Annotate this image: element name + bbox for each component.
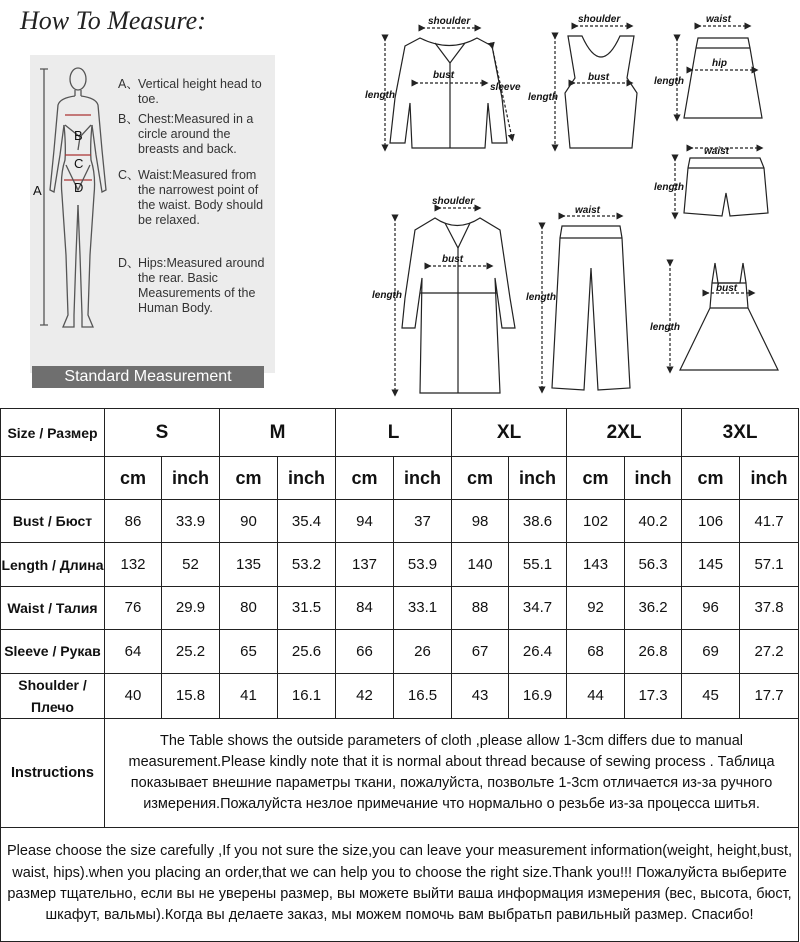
label-hip: hip [712,58,727,69]
label-length-skirt: length [654,76,684,87]
label-length-coat: length [372,290,402,301]
measurement-cell: 26.4 [509,630,567,673]
measurement-cell: 38.6 [509,500,567,543]
label-bust-tank: bust [588,72,610,83]
measurement-cell: 64 [105,630,162,673]
page-title: How To Measure: [20,6,206,35]
measurement-cell: 37 [394,500,452,543]
guide-item-a: A、 Vertical height head to toe. [118,77,262,106]
measurement-cell: 57.1 [740,543,799,586]
unit-inch: inch [278,457,336,500]
unit-inch: inch [509,457,567,500]
measurement-cell: 42 [336,673,394,718]
measurement-cell: 92 [567,586,625,629]
measurement-cell: 67 [452,630,509,673]
label-waist-skirt: waist [706,14,732,25]
label-shoulder-coat: shoulder [432,196,475,207]
measurement-cell: 98 [452,500,509,543]
size-table [0,408,798,942]
label-length-shorts: length [654,182,684,193]
size-xl: XL [452,409,567,457]
measurement-cell: 56.3 [625,543,682,586]
measurement-cell: 45 [682,673,740,718]
label-shoulder-tank: shoulder [578,14,621,25]
measurement-cell: 17.7 [740,673,799,718]
measurement-guide-panel [30,55,275,373]
guide-item-d: D、 Hips:Measured around the rear. Basic Measurements of the Human Body. [118,256,265,315]
unit-cm: cm [105,457,162,500]
unit-inch: inch [740,457,799,500]
measurement-cell: 143 [567,543,625,586]
unit-cm: cm [682,457,740,500]
measurement-cell: 96 [682,586,740,629]
measurement-cell: 17.3 [625,673,682,718]
note-row [1,827,799,941]
measurement-cell: 16.9 [509,673,567,718]
skirt-diagram-icon [677,26,762,118]
measurement-cell: 34.7 [509,586,567,629]
size-s: S [105,409,220,457]
table-row [1,500,799,543]
measurement-cell: 88 [452,586,509,629]
guide-item-c: C、 Waist:Measured from the narrowest point of the waist. Body should be relaxed. [118,168,264,227]
row-label: Bust / Бюст [1,500,105,543]
measurement-cell: 106 [682,500,740,543]
measurement-cell: 16.1 [278,673,336,718]
measurement-cell: 43 [452,673,509,718]
label-waist-shorts: waist [704,146,730,157]
measurement-cell: 94 [336,500,394,543]
label-length-pants: length [526,292,556,303]
standard-measurement-label: Standard Measurement [32,366,264,388]
measurement-cell: 33.1 [394,586,452,629]
measurement-cell: 40.2 [625,500,682,543]
row-label: Waist / Талия [1,586,105,629]
label-length-dress: length [650,322,680,333]
size-advice-note: Please choose the size carefully ,If you not sure the size,you can leave your measurement information(weight, height,bust, waist, hips).when you placing an order,that we can help you to choose the right size.Thank you!!! Пожалуйста выберите размер тщательно, если вы не уверены размер, вы можете выйти ваша информация измерения (вес, высота, бюст, шкафут, вальмы).Когда вы делаете заказ, мы можем помочь вам выбратьп равильный размер. Спасибо! [1,827,799,941]
measurement-cell: 27.2 [740,630,799,673]
measurement-cell: 26 [394,630,452,673]
measurement-cell: 135 [220,543,278,586]
row-label: Sleeve / Рукав [1,630,105,673]
measurement-cell: 33.9 [162,500,220,543]
measurement-cell: 40 [105,673,162,718]
pants-diagram-icon [542,216,630,390]
label-length-tank: length [528,92,558,103]
unit-header-row [1,457,799,500]
unit-cm: cm [336,457,394,500]
measurement-cell: 80 [220,586,278,629]
measurement-cell: 65 [220,630,278,673]
measurement-cell: 76 [105,586,162,629]
size-2xl: 2XL [567,409,682,457]
measurement-cell: 25.2 [162,630,220,673]
size-3xl: 3XL [682,409,799,457]
unit-inch: inch [162,457,220,500]
measurement-cell: 52 [162,543,220,586]
measurement-cell: 66 [336,630,394,673]
measurement-cell: 90 [220,500,278,543]
measurement-cell: 102 [567,500,625,543]
row-label: Length / Длина [1,543,105,586]
row-label: Shoulder / Плечо [1,673,105,718]
label-bust-dress: bust [716,283,738,294]
unit-header-empty [1,457,105,500]
measurement-cell: 36.2 [625,586,682,629]
instructions-label: Instructions [1,718,105,827]
table-row [1,586,799,629]
size-header-label: Size / Размер [1,409,105,457]
unit-inch: inch [625,457,682,500]
measurement-cell: 37.8 [740,586,799,629]
measurement-cell: 53.9 [394,543,452,586]
size-header-row [1,409,799,457]
measurement-cell: 41.7 [740,500,799,543]
measurement-cell: 55.1 [509,543,567,586]
measurement-cell: 137 [336,543,394,586]
unit-inch: inch [394,457,452,500]
measurement-cell: 26.8 [625,630,682,673]
label-bust-shirt: bust [433,70,455,81]
measurement-cell: 69 [682,630,740,673]
size-l: L [336,409,452,457]
measurement-cell: 35.4 [278,500,336,543]
label-length-shirt: length [365,90,395,101]
table-row [1,630,799,673]
garment-diagrams [350,8,800,403]
measurement-cell: 140 [452,543,509,586]
measurement-cell: 68 [567,630,625,673]
label-shoulder-shirt: shoulder [428,16,471,27]
measurement-cell: 31.5 [278,586,336,629]
label-bust-coat: bust [442,254,464,265]
measurement-cell: 132 [105,543,162,586]
instructions-row [1,718,799,827]
measurement-rows [1,500,799,719]
measurement-cell: 15.8 [162,673,220,718]
measurement-cell: 53.2 [278,543,336,586]
table-row [1,673,799,718]
measurement-cell: 16.5 [394,673,452,718]
tank-top-diagram-icon [555,26,637,148]
unit-cm: cm [452,457,509,500]
measurement-cell: 84 [336,586,394,629]
table-row [1,543,799,586]
instructions-text: The Table shows the outside parameters of cloth ,please allow 1-3cm differs due to manual measurement.Please kindly note that it is normal about thread because of sewing process . Таблица показывает внешние параметры ткани, пожалуйста, позвольте 1-3cm отличается из-за ручного измерения.Пожалуйста незлое примечание что нормально о резьбе из-за процесса шитья. [105,718,799,827]
measurement-cell: 29.9 [162,586,220,629]
coat-diagram-icon [395,208,515,393]
label-b: B [74,128,83,143]
measurement-cell: 41 [220,673,278,718]
measurement-cell: 25.6 [278,630,336,673]
dress-diagram-icon [670,263,778,370]
label-d: D [74,180,84,195]
label-a: A [33,183,42,198]
unit-cm: cm [220,457,278,500]
measurement-cell: 86 [105,500,162,543]
label-waist-pants: waist [575,205,601,216]
label-c: C [74,156,84,171]
label-sleeve: sleeve [490,82,521,93]
shorts-diagram-icon [675,148,768,216]
unit-cm: cm [567,457,625,500]
measurement-cell: 44 [567,673,625,718]
measurement-cell: 145 [682,543,740,586]
size-m: M [220,409,336,457]
guide-item-b: B、 Chest:Measured in a circle around the breasts and back. [118,112,254,156]
